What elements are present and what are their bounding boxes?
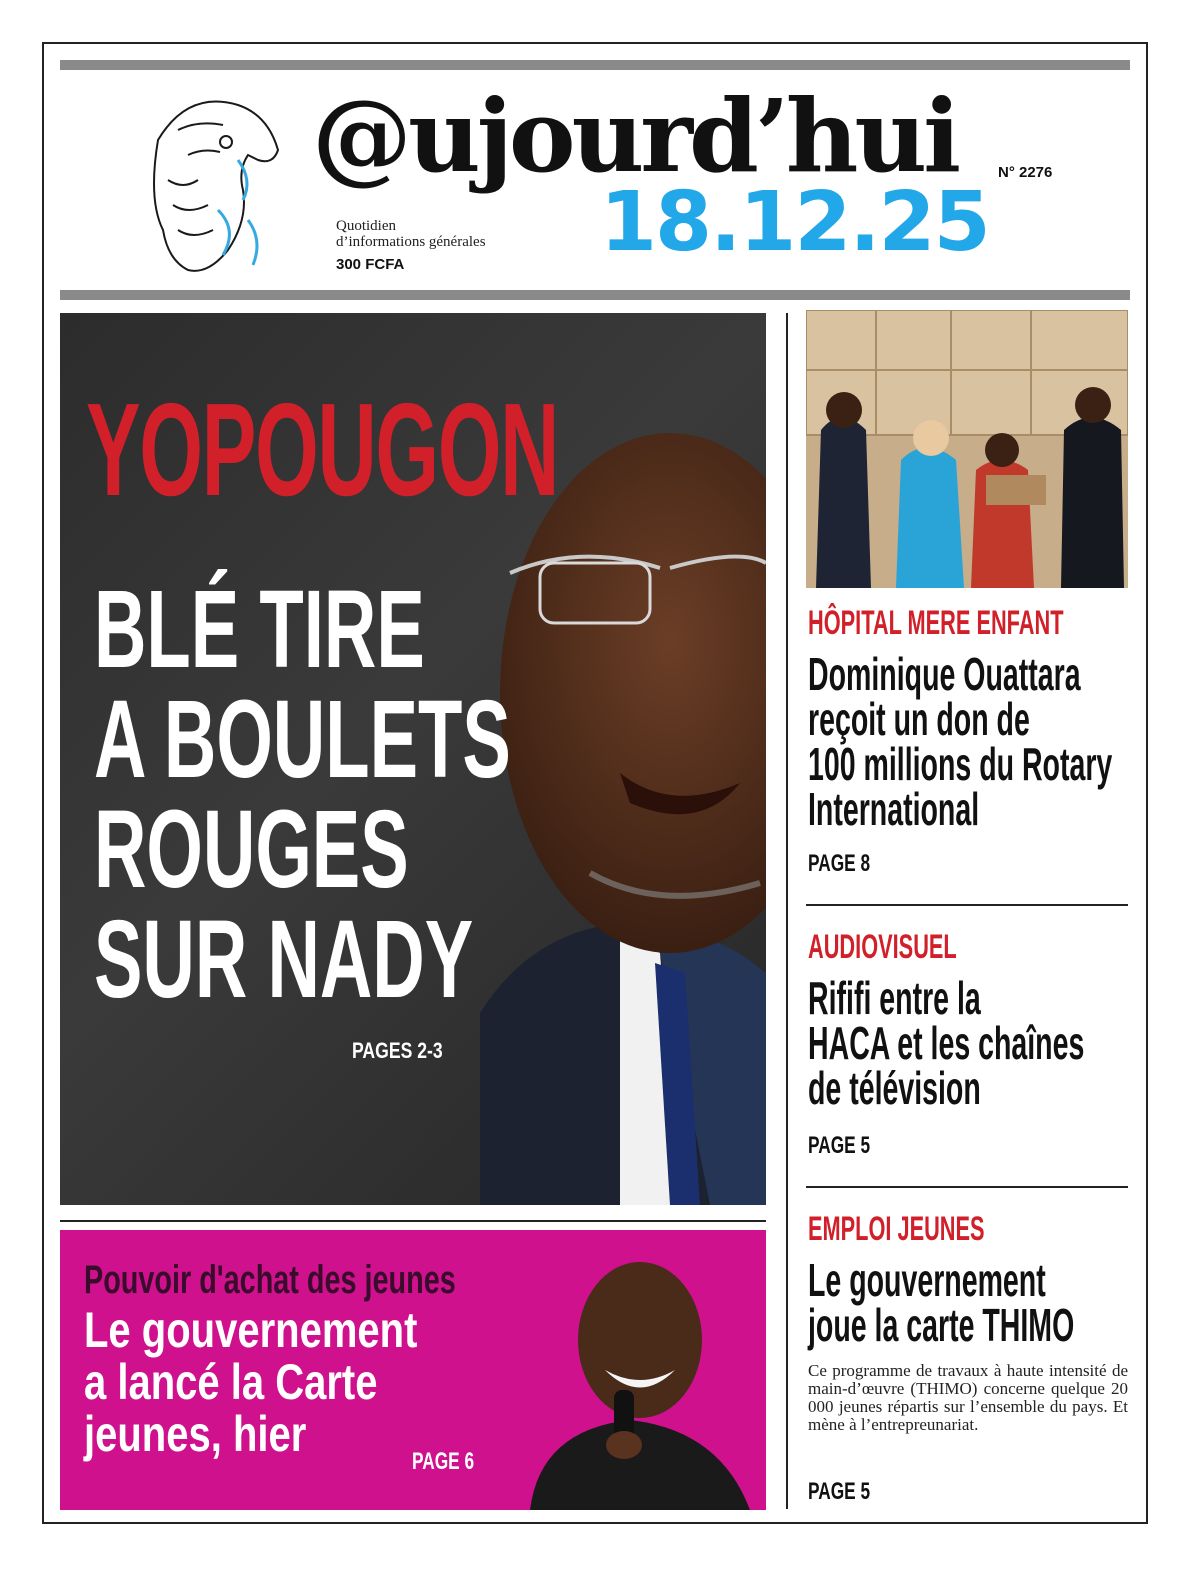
newspaper-title: @ujourd’hui — [312, 77, 958, 195]
story-3-kicker: EMPLOI JEUNES — [808, 1210, 985, 1248]
story-3-body: Ce programme de travaux à haute intensité de main-d’œuvre (THIMO) concerne quelque 20 000 jeunes répartis sur l’ensemble du pays. Et mène à l’entrepreunariat. — [808, 1361, 1128, 1434]
promo-headline-line: a lancé la Carte — [84, 1354, 378, 1410]
top-rule — [60, 60, 1130, 70]
story-2-page: PAGE 5 — [808, 1132, 871, 1159]
lead-headline-line: ROUGES — [94, 788, 409, 911]
lead-kicker: YOPOUGON — [86, 376, 559, 523]
issue-date: 18.12.25 — [600, 175, 989, 270]
story-2-headline-line: HACA et les chaînes — [808, 1017, 1085, 1069]
minister-photo — [510, 1230, 766, 1510]
story-2-headline-line: de télévision — [808, 1062, 981, 1114]
donation-photo — [806, 310, 1128, 588]
story-1-kicker: HÔPITAL MERE ENFANT — [808, 604, 1064, 642]
tagline-line-1: Quotidien — [336, 218, 396, 234]
donation-ceremony-image — [806, 310, 1128, 588]
story-1-headline-line: 100 millions du Rotary — [808, 738, 1113, 790]
story-1-page: PAGE 8 — [808, 850, 871, 877]
promo-headline-line: jeunes, hier — [84, 1406, 307, 1462]
story-3-headline — [808, 1254, 1075, 1351]
story-3-page: PAGE 5 — [808, 1478, 871, 1505]
story-2-headline-line: Rififi entre la — [808, 972, 981, 1024]
promo-box — [60, 1230, 766, 1510]
promo-headline — [84, 1304, 417, 1460]
story-2-headline — [808, 972, 1085, 1114]
promo-page: PAGE 6 — [412, 1448, 475, 1475]
lead-headline-line: SUR NADY — [94, 898, 474, 1021]
story-divider — [806, 904, 1128, 906]
tagline — [336, 218, 486, 250]
story-3-headline-line: joue la carte THIMO — [808, 1299, 1075, 1351]
eagle-logo-icon — [128, 80, 288, 280]
column-divider — [786, 313, 788, 1509]
lead-pages: PAGES 2-3 — [352, 1038, 443, 1063]
lead-divider — [60, 1220, 766, 1222]
promo-headline-line: Le gouvernement — [84, 1302, 418, 1358]
masthead-bottom-rule — [60, 290, 1130, 300]
lead-headline — [94, 568, 511, 1021]
lead-headline-line: BLÉ TIRE — [94, 568, 425, 691]
story-1-headline — [808, 648, 1113, 835]
tagline-line-2: d’informations générales — [336, 234, 486, 250]
lead-headline-line: A BOULETS — [94, 678, 511, 801]
story-1-headline-line: International — [808, 783, 980, 835]
issue-number: N° 2276 — [998, 164, 1053, 181]
story-divider — [806, 1186, 1128, 1188]
story-3-headline-line: Le gouvernement — [808, 1254, 1046, 1306]
story-2-kicker: AUDIOVISUEL — [808, 928, 957, 966]
price: 300 FCFA — [336, 256, 405, 273]
story-1-headline-line: reçoit un don de — [808, 693, 1030, 745]
promo-kicker: Pouvoir d'achat des jeunes — [84, 1258, 456, 1302]
story-1-headline-line: Dominique Ouattara — [808, 648, 1081, 700]
